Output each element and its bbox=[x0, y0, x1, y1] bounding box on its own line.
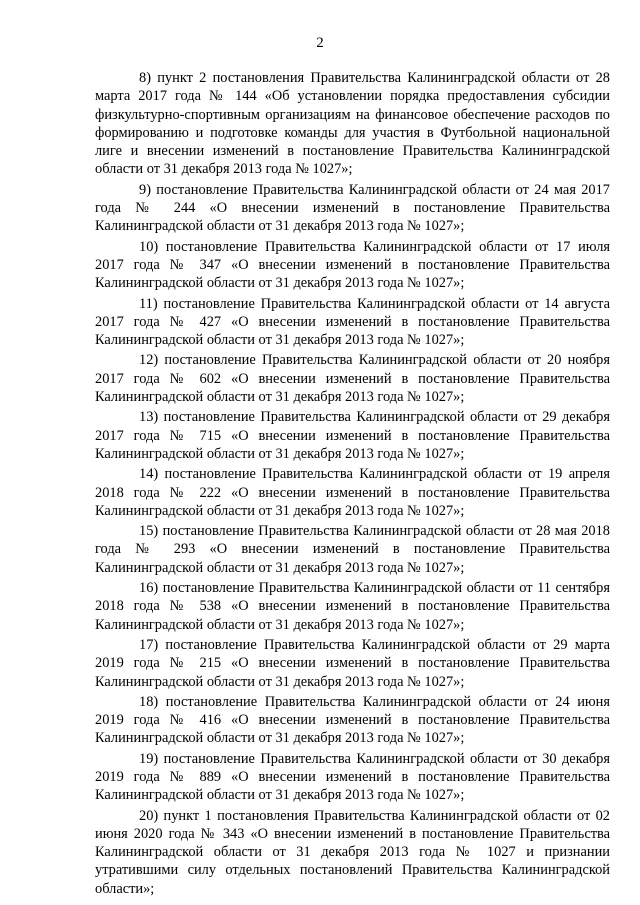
document-body bbox=[95, 69, 610, 900]
list-item-15: 15) постановление Правительства Калининградской области от 28 мая 2018 года № 293 «О внесении изменений в постановление Правительства Калининградской области от 31 декабря 2013 года № 1027»; bbox=[95, 523, 610, 576]
list-item-16: 16) постановление Правительства Калининградской области от 11 сентября 2018 года № 538 «О внесении изменений в постановление Правительства Калининградской области от 31 декабря 2013 года № 1027»; bbox=[95, 580, 610, 633]
list-item-10: 10) постановление Правительства Калининградской области от 17 июля 2017 года № 347 «О внесении изменений в постановление Правительства Калининградской области от 31 декабря 2013 года № 1027»; bbox=[95, 238, 610, 292]
list-item-8: 8) пункт 2 постановления Правительства Калининградской области от 28 марта 2017 года № 144 «Об установлении порядка предоставления субсидии физкультурно-спортивным организациям на финансовое обеспечение расходов по формированию и подготовке команды для участия в Футбольной национальной лиге и внесении изменений в постановление Правительства Калининградской области от 31 декабря 2013 года № 1027»; bbox=[95, 70, 610, 178]
list-item-9: 9) постановление Правительства Калининградской области от 24 мая 2017 года № 244 «О внесении изменений в постановление Правительства Калининградской области от 31 декабря 2013 года № 1027»; bbox=[95, 181, 610, 235]
list-item-14: 14) постановление Правительства Калининградской области от 19 апреля 2018 года № 222 «О внесении изменений в постановление Правительства Калининградской области от 31 декабря 2013 года № 1027»; bbox=[95, 466, 610, 519]
list-item-18: 18) постановление Правительства Калининградской области от 24 июня 2019 года № 416 «О внесении изменений в постановление Правительства Калининградской области от 31 декабря 2013 года № 1027»; bbox=[95, 693, 610, 747]
list-item-17: 17) постановление Правительства Калининградской области от 29 марта 2019 года № 215 «О внесении изменений в постановление Правительства Калининградской области от 31 декабря 2013 года № 1027»; bbox=[95, 636, 610, 690]
list-item-11: 11) постановление Правительства Калининградской области от 14 августа 2017 года № 427 «О внесении изменений в постановление Правительства Калининградской области от 31 декабря 2013 года № 1027»; bbox=[95, 295, 610, 349]
list-item-19: 19) постановление Правительства Калининградской области от 30 декабря 2019 года № 889 «О внесении изменений в постановление Правительства Калининградской области от 31 декабря 2013 года № 1027»; bbox=[95, 750, 610, 804]
list-item-13: 13) постановление Правительства Калининградской области от 29 декабря 2017 года № 715 «О внесении изменений в постановление Правительства Калининградской области от 31 декабря 2013 года № 1027»; bbox=[95, 409, 610, 462]
list-item-12: 12) постановление Правительства Калининградской области от 20 ноября 2017 года № 602 «О внесении изменений в постановление Правительства Калининградской области от 31 декабря 2013 года № 1027»; bbox=[95, 352, 610, 406]
list-item-20: 20) пункт 1 постановления Правительства Калининградской области от 02 июня 2020 года № 343 «О внесении изменений в постановление Правительства Калининградской области от 31 декабря 2013 года № 1027 и признании утратившими силу отдельных постановлений Правительства Калининградской области»; bbox=[95, 807, 610, 897]
page-number: 2 bbox=[316, 35, 324, 51]
